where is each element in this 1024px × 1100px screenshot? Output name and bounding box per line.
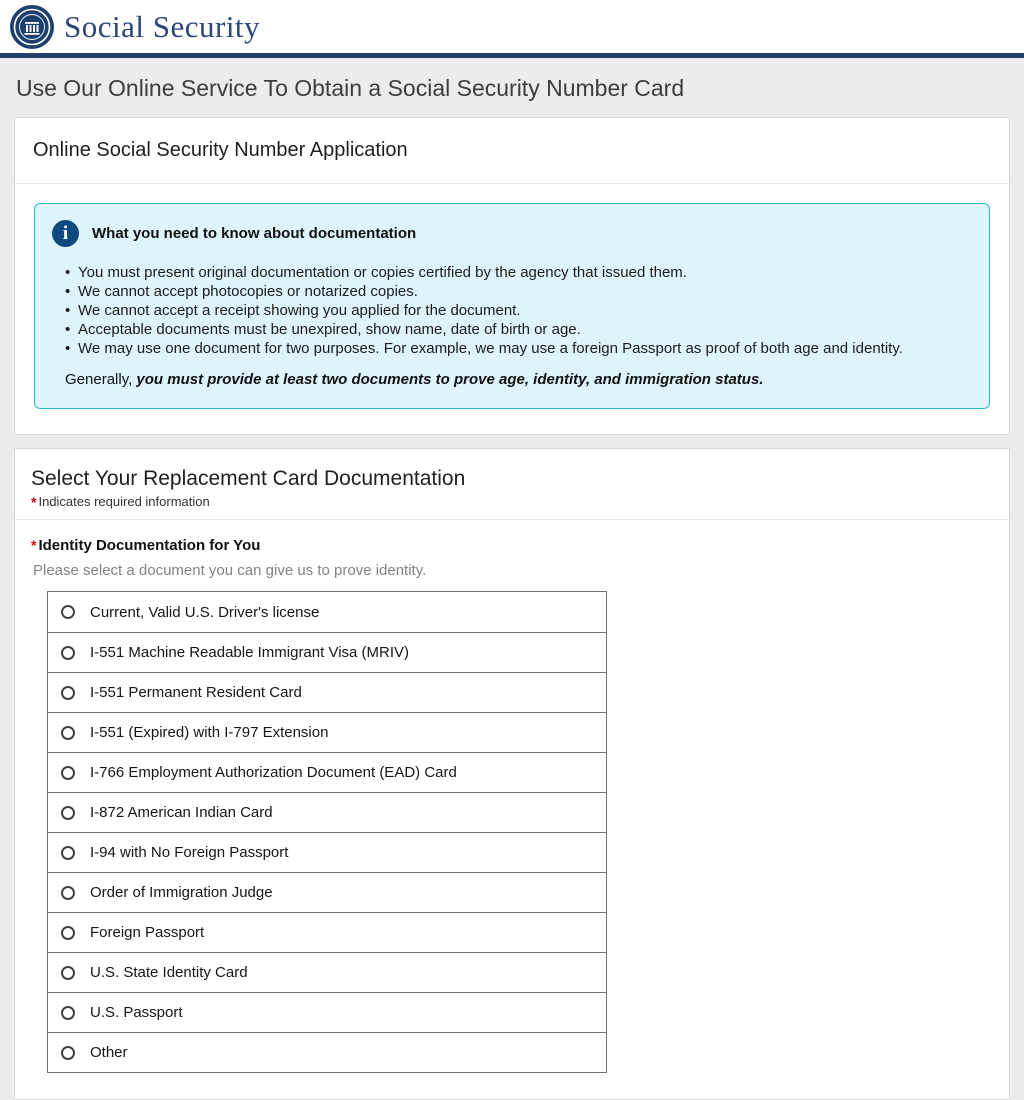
brand-title: Social Security (64, 8, 261, 44)
selection-card-header (15, 449, 1009, 520)
identity-document-list (47, 591, 607, 1073)
radio-option-label: I-766 Employment Authorization Document (EAD) Card (90, 764, 457, 781)
identity-document-option[interactable] (48, 912, 606, 952)
radio-option-label: Order of Immigration Judge (90, 884, 273, 901)
required-information-note (31, 494, 991, 510)
info-box-title: What you need to know about documentation (92, 225, 417, 242)
identity-document-option[interactable] (48, 952, 606, 992)
identity-document-option[interactable] (48, 752, 606, 792)
identity-document-option[interactable] (48, 792, 606, 832)
info-bullet-list (65, 263, 969, 358)
required-note-text: Indicates required information (38, 494, 210, 509)
radio-button-icon[interactable] (61, 846, 75, 860)
radio-button-icon[interactable] (61, 766, 75, 780)
radio-option-label: I-551 Machine Readable Immigrant Visa (MRIV) (90, 644, 410, 661)
info-bullet-item: • We may use one document for two purposes. For example, we may use a foreign Passport as proof of both age and identity. (65, 339, 969, 358)
page-title: Use Our Online Service To Obtain a Social Security Number Card (16, 75, 685, 101)
identity-question-block (15, 520, 1009, 1073)
required-asterisk-icon: * (31, 537, 37, 553)
identity-document-option[interactable] (48, 672, 606, 712)
info-bullet-item: • We cannot accept photocopies or notarized copies. (65, 282, 969, 301)
identity-document-option[interactable] (48, 632, 606, 672)
required-asterisk-icon: * (31, 494, 37, 510)
radio-button-icon[interactable] (61, 605, 75, 619)
radio-button-icon[interactable] (61, 1006, 75, 1020)
radio-button-icon[interactable] (61, 686, 75, 700)
identity-document-option[interactable] (48, 872, 606, 912)
identity-document-option[interactable] (48, 1032, 606, 1072)
identity-document-option[interactable] (48, 592, 606, 632)
selection-card (14, 448, 1010, 1100)
radio-button-icon[interactable] (61, 926, 75, 940)
selection-card-title: Select Your Replacement Card Documentation (31, 467, 466, 490)
ssa-seal-icon (10, 5, 54, 49)
radio-option-label: Current, Valid U.S. Driver's license (90, 603, 320, 621)
info-bullet-item: • We cannot accept a receipt showing you applied for the document. (65, 301, 969, 320)
documentation-info-box (34, 203, 990, 409)
info-icon: i (52, 220, 79, 247)
identity-document-option[interactable] (48, 712, 606, 752)
identity-question-label-row (31, 537, 993, 555)
radio-option-label: Foreign Passport (90, 924, 205, 941)
application-card-title: Online Social Security Number Application (15, 118, 1009, 184)
radio-option-label: Other (90, 1044, 128, 1061)
info-box-header (52, 220, 969, 247)
identity-document-option[interactable] (48, 832, 606, 872)
info-summary-prefix: Generally, (65, 371, 137, 388)
info-bullet-item: • Acceptable documents must be unexpired, show name, date of birth or age. (65, 320, 969, 339)
radio-button-icon[interactable] (61, 726, 75, 740)
radio-option-label: I-551 Permanent Resident Card (90, 684, 302, 701)
radio-button-icon[interactable] (61, 646, 75, 660)
identity-document-option[interactable] (48, 992, 606, 1032)
application-card (14, 117, 1010, 435)
radio-button-icon[interactable] (61, 886, 75, 900)
info-summary (65, 371, 969, 388)
radio-option-label: I-872 American Indian Card (90, 804, 273, 821)
radio-option-label: I-94 with No Foreign Passport (90, 844, 289, 861)
info-box-wrapper (15, 184, 1009, 434)
info-summary-emphasis: you must provide at least two documents to prove age, identity, and immigration status. (136, 371, 764, 388)
site-header (0, 0, 1024, 58)
info-bullet-item: • You must present original documentation or copies certified by the agency that issued them. (65, 263, 969, 282)
identity-question-hint: Please select a document you can give us to prove identity. (33, 562, 427, 579)
radio-option-label: I-551 (Expired) with I-797 Extension (90, 724, 329, 741)
radio-option-label: U.S. Passport (90, 1004, 183, 1021)
radio-button-icon[interactable] (61, 806, 75, 820)
radio-option-label: U.S. State Identity Card (90, 964, 248, 981)
identity-question-label: Identity Documentation for You (38, 537, 261, 554)
radio-button-icon[interactable] (61, 1046, 75, 1060)
radio-button-icon[interactable] (61, 966, 75, 980)
